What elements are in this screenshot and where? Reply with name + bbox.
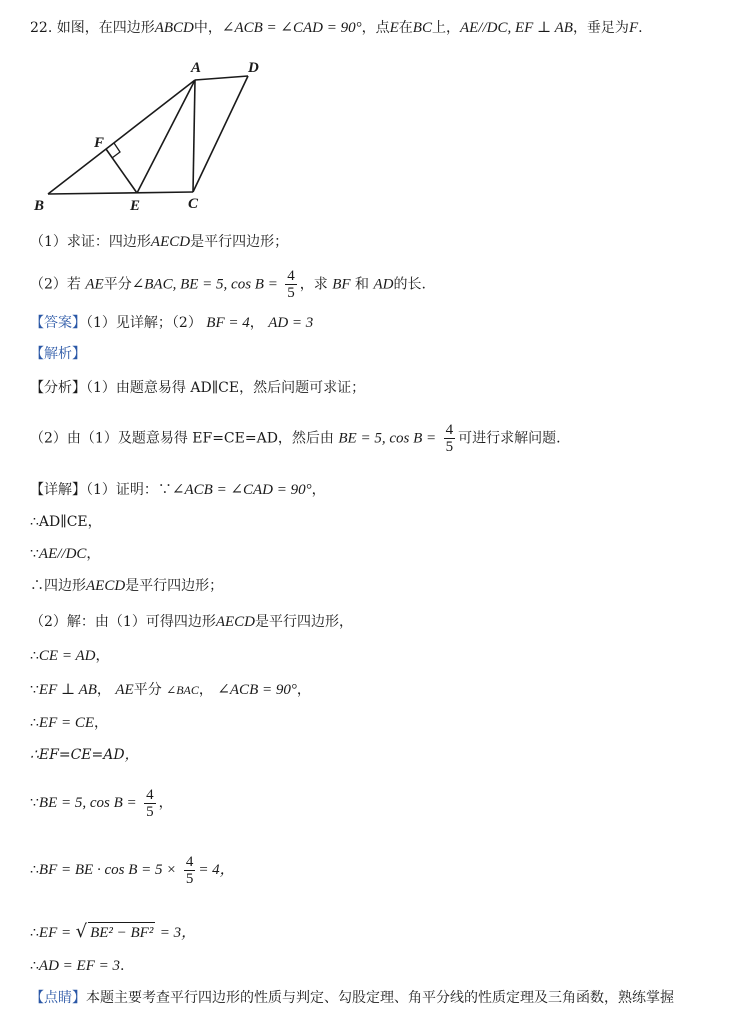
label-b: B [34, 198, 45, 214]
detail-math: EF = CE [38, 715, 95, 731]
detail-text: ， [94, 715, 109, 731]
detail-line-5 [30, 612, 353, 632]
dianjing-text: 本题主要考查平行四边形的性质与判定、勾股定理、角平分线的性质定理及三角函数，熟练掌握 [86, 990, 674, 1006]
detail-math: ∠BAC [166, 683, 199, 697]
detail-line-4 [30, 576, 223, 596]
fraction [144, 787, 156, 820]
denominator: 5 [445, 439, 454, 455]
fenxi-line-1 [30, 378, 365, 398]
statement-text: 在 [398, 20, 413, 36]
given-conditions: BE = 5, cos B = [338, 430, 437, 447]
dianjing-tag: 【点睛】 [30, 990, 86, 1006]
answer-line [30, 313, 313, 333]
label-a: A [191, 60, 202, 76]
numerator: 4 [287, 268, 295, 284]
detail-math: BF = BE · cos B = 5 × [38, 862, 177, 878]
detail-text: ， [95, 648, 110, 664]
detail-text: ∴ [30, 862, 39, 878]
part-text: ，求 [299, 276, 328, 293]
fenxi-text: （1）由题意易得 AD∥CE，然后问题可求证； [86, 380, 366, 396]
fraction [285, 268, 297, 301]
radicand: BE² − BF² [88, 922, 155, 943]
segment-dc [193, 76, 248, 192]
point-e: E [389, 20, 399, 36]
detail-text: ∵ [30, 546, 39, 562]
detail-math: AE//DC [38, 546, 87, 562]
segment-ef [106, 149, 137, 193]
problem-statement [30, 18, 643, 38]
label-c: C [188, 196, 199, 212]
detail-math: AD = EF = 3 [38, 958, 120, 974]
label-f: F [94, 135, 105, 151]
detail-text: ∴四边形 [30, 578, 86, 594]
detail-line-9: ∴EF=CE=AD， [30, 747, 139, 763]
sqrt-sign: √ [75, 921, 88, 942]
detail-math: ∠ACB = ∠CAD = 90° [171, 482, 312, 498]
given-conditions: ∠BAC, BE = 5, cos B = [131, 276, 278, 293]
answer-text: （1）见详解；（2） [86, 315, 202, 331]
detail-line-13 [30, 956, 124, 976]
parallel-perp-condition: AE//DC, EF ⊥ AB [459, 20, 573, 36]
detail-line-8 [30, 713, 108, 733]
detail-line-1 [30, 480, 326, 500]
part-text: 平分 [103, 276, 132, 293]
detail-math: EF = [38, 925, 72, 941]
fenxi-text: （2）由（1）及题意易得 EF=CE=AD，然后由 [30, 430, 334, 447]
detail-text: ∴ [30, 648, 39, 664]
detail-line-7 [30, 680, 311, 700]
denominator: 5 [146, 803, 154, 820]
point-f: F [628, 20, 639, 36]
detail-line-10 [30, 785, 173, 821]
problem-number: 22. [30, 20, 53, 36]
segment-ac [193, 80, 195, 192]
statement-text: 中， [193, 20, 222, 36]
segment-ad: AD [373, 276, 394, 293]
part-text: （1）求证：四边形 [30, 234, 151, 250]
part-text: （2）若 [30, 276, 81, 293]
detail-text: . [120, 958, 125, 974]
detail-text: ， [296, 682, 311, 698]
detail-text: ∴ [30, 958, 39, 974]
part-text: 是平行四边形； [190, 234, 289, 250]
detail-tag: 【详解】 [30, 482, 86, 498]
detail-line-3 [30, 544, 100, 564]
detail-text: ∴ [30, 925, 39, 941]
segment-ae [137, 80, 195, 193]
detail-text: ， [198, 682, 213, 698]
answer-tag: 【答案】 [30, 315, 86, 331]
quad-name: ABCD [154, 20, 194, 36]
detail-math: = 4， [198, 862, 235, 878]
statement-text: 上， [431, 20, 460, 36]
fenxi-tag: 【分析】 [30, 380, 86, 396]
detail-math: EF ⊥ AB [38, 682, 97, 698]
numerator: 4 [185, 853, 194, 870]
fraction [444, 422, 456, 455]
denominator: 5 [185, 870, 194, 887]
part-1 [30, 232, 288, 252]
statement-text: ，点 [361, 20, 390, 36]
label-d: D [248, 60, 259, 76]
part-text: 的长. [393, 276, 426, 293]
answer-text: ， [249, 315, 264, 331]
segment-bc: BC [412, 20, 432, 36]
detail-math: AECD [86, 578, 126, 594]
label-e: E [130, 198, 141, 214]
statement-text: . [638, 20, 643, 36]
detail-text: 是平行四边形， [255, 614, 353, 630]
right-angle-marker [112, 143, 120, 158]
detail-text: 是平行四边形； [125, 578, 224, 594]
numerator: 4 [146, 786, 154, 803]
answer-bf: BF = 4 [206, 315, 250, 331]
angle-condition: ∠ACB = ∠CAD = 90° [221, 20, 362, 36]
dianjing-line [30, 988, 674, 1008]
part-2 [30, 268, 426, 301]
statement-text: 如图，在四边形 [56, 20, 155, 36]
detail-text: ， [96, 682, 111, 698]
detail-line-11 [30, 852, 235, 888]
detail-text: ∵ [30, 682, 39, 698]
fraction [184, 854, 196, 887]
detail-text: 平分 [133, 682, 162, 698]
fenxi-text: 可进行求解问题. [458, 430, 561, 447]
detail-text: ， [158, 795, 173, 811]
detail-math: = 3， [159, 925, 197, 941]
detail-text: （1）证明：∵ [86, 482, 172, 498]
detail-line-2: ∴AD∥CE， [30, 514, 102, 530]
detail-line-6 [30, 646, 109, 666]
denominator: 5 [287, 285, 295, 301]
detail-text: ， [86, 546, 101, 562]
detail-math: AE [115, 682, 134, 698]
fenxi-line-2 [30, 422, 561, 455]
part-text: 和 [355, 276, 370, 293]
detail-text: （2）解：由（1）可得四边形 [30, 614, 216, 630]
detail-line-12 [30, 922, 196, 943]
detail-math: CE = AD [38, 648, 96, 664]
segment-ae: AE [85, 276, 104, 293]
segment-ab [48, 80, 195, 194]
analysis-tag: 【解析】 [30, 346, 86, 362]
detail-text: ∵ [30, 795, 39, 811]
detail-text: ， [311, 482, 326, 498]
detail-math: AECD [215, 614, 255, 630]
detail-math: BE = 5, cos B = [38, 795, 137, 811]
detail-text: ∴ [30, 715, 39, 731]
numerator: 4 [445, 422, 454, 438]
statement-text: ，垂足为 [572, 20, 629, 36]
segment-bf: BF [332, 276, 351, 293]
quad-name: AECD [150, 234, 191, 250]
detail-math: ∠ACB = 90° [217, 682, 297, 698]
segment-ad [195, 76, 248, 80]
geometry-figure [28, 52, 278, 217]
answer-ad: AD = 3 [268, 315, 314, 331]
segment-bc [48, 192, 193, 194]
